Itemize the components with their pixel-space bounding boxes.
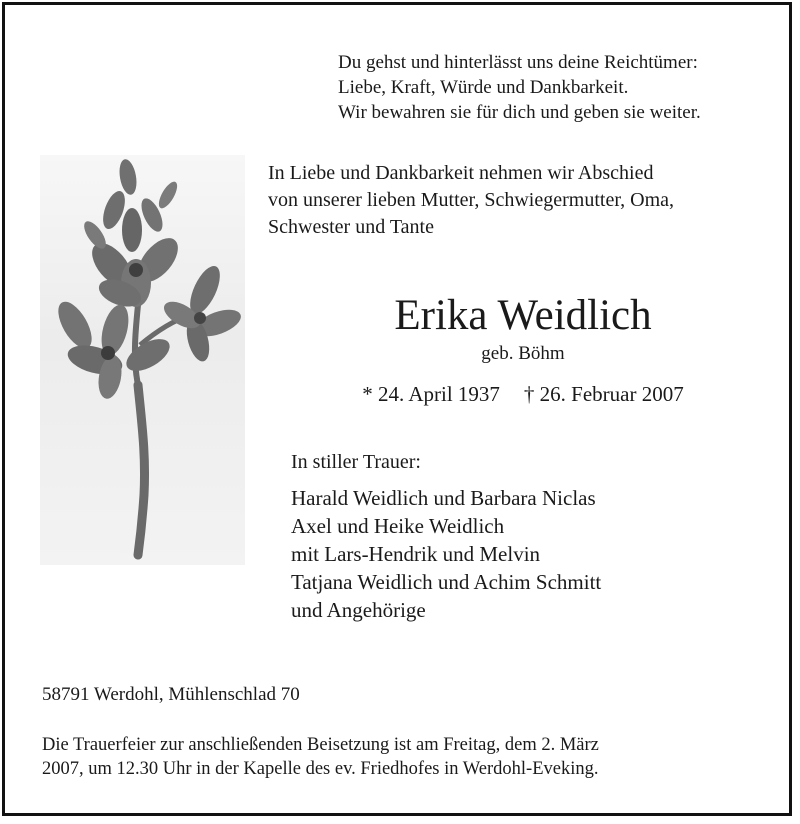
service-line: 2007, um 12.30 Uhr in der Kapelle des ev. Friedhofes in Werdohl-Eveking. (42, 759, 599, 779)
service-info (42, 733, 787, 781)
maiden-name: geb. Böhm (481, 343, 565, 364)
mourner-line: Harald Weidlich und Barbara Niclas (291, 486, 596, 510)
flower-illustration (40, 155, 245, 565)
intro-line: In Liebe und Dankbarkeit nehmen wir Abschied (268, 162, 654, 184)
mourner-line: Tatjana Weidlich und Achim Schmitt (291, 570, 602, 594)
poem-line: Liebe, Kraft, Würde und Dankbarkeit. (338, 77, 629, 98)
poem-line: Wir bewahren sie für dich und geben sie weiter. (338, 102, 701, 123)
service-line: Die Trauerfeier zur anschließenden Beisetzung ist am Freitag, dem 2. März (42, 735, 599, 755)
mourner-line: und Angehörige (291, 598, 426, 622)
deceased-name: Erika Weidlich (394, 292, 652, 339)
death-date: † 26. Februar 2007 (523, 382, 684, 406)
intro-line: von unserer lieben Mutter, Schwiegermutter, Oma, (268, 189, 675, 211)
mourner-line: Axel und Heike Weidlich (291, 514, 505, 538)
birth-date: * 24. April 1937 (362, 382, 500, 406)
address: 58791 Werdohl, Mühlenschlad 70 (42, 684, 300, 705)
flower-icon (40, 155, 245, 565)
mourning-label: In stiller Trauer: (291, 451, 421, 473)
life-dates (268, 380, 778, 408)
poem (338, 50, 788, 125)
intro-line: Schwester und Tante (268, 216, 434, 238)
poem-line: Du gehst und hinterlässt uns deine Reichtümer: (338, 52, 698, 73)
mourners-list (291, 484, 781, 624)
mourner-line: mit Lars-Hendrik und Melvin (291, 542, 541, 566)
intro-text (268, 160, 788, 241)
